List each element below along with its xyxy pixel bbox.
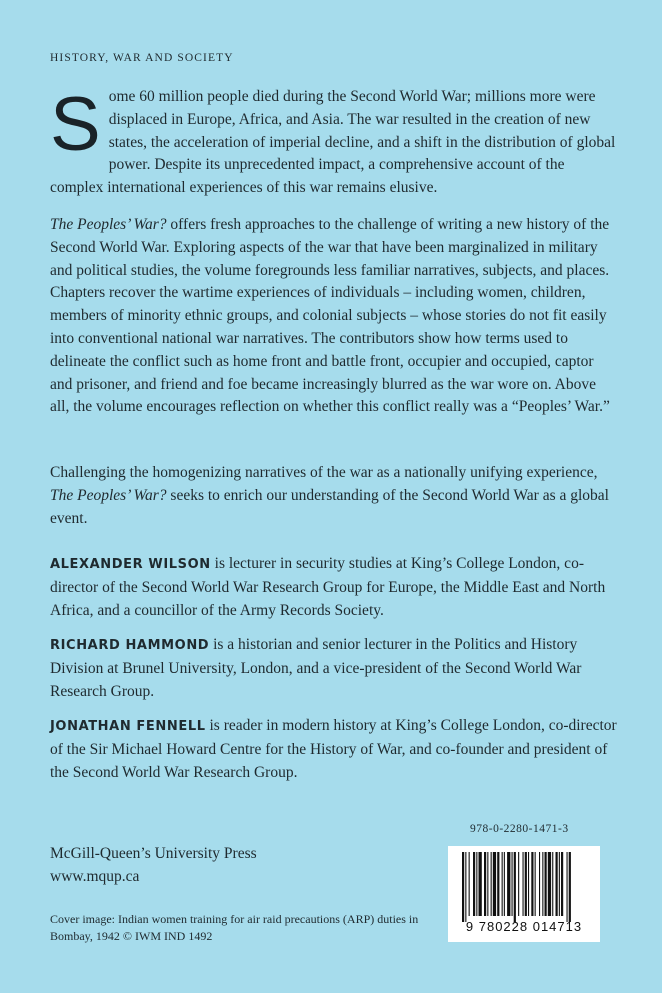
book-title: The Peoples’ War? (50, 486, 167, 504)
barcode-bar (518, 852, 519, 916)
barcode-bar (525, 852, 527, 916)
summary-text-before: Challenging the homogenizing narratives of the war as a nationally unifying experience, (50, 464, 598, 481)
author-bio (50, 634, 625, 703)
barcode (448, 846, 600, 942)
barcode-bar (465, 852, 466, 922)
publisher-block (50, 843, 257, 888)
author-bio-text: is a historian and senior lecturer in the Politics and History Division at Brunel University, London, and a vice-president of the Second World War Research Group. (50, 636, 582, 700)
barcode-bar (507, 852, 510, 916)
summary-text-after: seeks to enrich our understanding of the Second World War as a global event. (50, 486, 609, 527)
barcode-bar (542, 852, 543, 916)
barcode-bar (473, 852, 475, 916)
barcode-bar (497, 852, 499, 916)
author-name: RICHARD HAMMOND (50, 638, 210, 653)
barcode-bar (502, 852, 503, 916)
barcode-bar (504, 852, 505, 916)
barcode-bar (539, 852, 540, 916)
barcode-bar (567, 852, 568, 922)
barcode-bar (476, 852, 477, 916)
book-title: The Peoples’ War? (50, 216, 167, 233)
author-name: JONATHAN FENNELL (50, 719, 206, 734)
barcode-bar (528, 852, 529, 916)
barcode-bar (514, 852, 516, 922)
barcode-bar (569, 852, 571, 922)
barcode-bar (545, 852, 547, 916)
barcode-bar (493, 852, 496, 916)
intro-text: ome 60 million people died during the Second World War; millions more were displaced in Europe, Africa, and Asia. The war resulted in the creation of new states, the acceleration of imperial decline, and a shift in the distribution of global power. Despite its unprecedented impact, a comprehensive account of the complex international experiences of this war remains elusive. (50, 88, 616, 197)
barcode-bar (531, 852, 533, 916)
barcode-bar (512, 852, 513, 916)
barcode-bar (487, 852, 488, 916)
description-text: offers fresh approaches to the challenge of writing a new history of the Second World War. Exploring aspects of the war that have been marginalized in military and political studies, the volume foregrounds less familiar narratives, subjects, and places. Chapters recover the wartime experiences of individuals – including women, children, members of minority ethnic groups, and colonial subjects – whose stories do not fit easily into conventional national war narratives. The contributors show how terms used to delineate the conflict such as home front and battle front, occupier and occupied, captor and prisoner, and friend and foe became increasingly blurred as the war wore on. Above all, the volume encourages reflection on whether this conflict really was a “Peoples’ War.” (50, 216, 610, 416)
author-bio-text: is lecturer in security studies at King’s College London, co-director of the Second World War Research Group for Europe, the Middle East and North Africa, and a councillor of the Army Records Society. (50, 555, 606, 619)
barcode-digits: 9 780228 014713 (465, 919, 583, 934)
barcode-bar (559, 852, 560, 916)
barcode-bar (469, 852, 470, 916)
barcode-bar (491, 852, 492, 916)
series-title: HISTORY, WAR AND SOCIETY (50, 52, 234, 64)
cover-credit: Cover image: Indian women training for air raid precautions (ARP) duties in Bombay, 1942 © IWM IND 1492 (50, 912, 419, 943)
barcode-bar (523, 852, 524, 916)
author-name: ALEXANDER WILSON (50, 557, 211, 572)
description-paragraph (50, 214, 616, 419)
drop-cap: S (50, 82, 101, 167)
summary-paragraph (50, 462, 616, 530)
barcode-bar (561, 852, 563, 916)
isbn-number: 978-0-2280-1471-3 (470, 823, 569, 835)
barcode-bar (552, 852, 553, 916)
publisher-name: McGill-Queen’s University Press (50, 845, 257, 862)
barcode-bar (556, 852, 558, 916)
barcode-bar (479, 852, 482, 916)
author-bio (50, 553, 625, 622)
publisher-url: www.mqup.ca (50, 867, 140, 885)
author-bio-text: is reader in modern history at King’s College London, co-director of the Sir Michael Howard Centre for the History of War, and co-founder and president of the Second World War Research Group. (50, 717, 617, 781)
author-bio (50, 715, 625, 784)
barcode-bar (462, 852, 464, 922)
barcode-bar (535, 852, 536, 916)
barcode-bar (548, 852, 551, 916)
intro-paragraph (50, 82, 616, 200)
barcode-bar (484, 852, 486, 916)
